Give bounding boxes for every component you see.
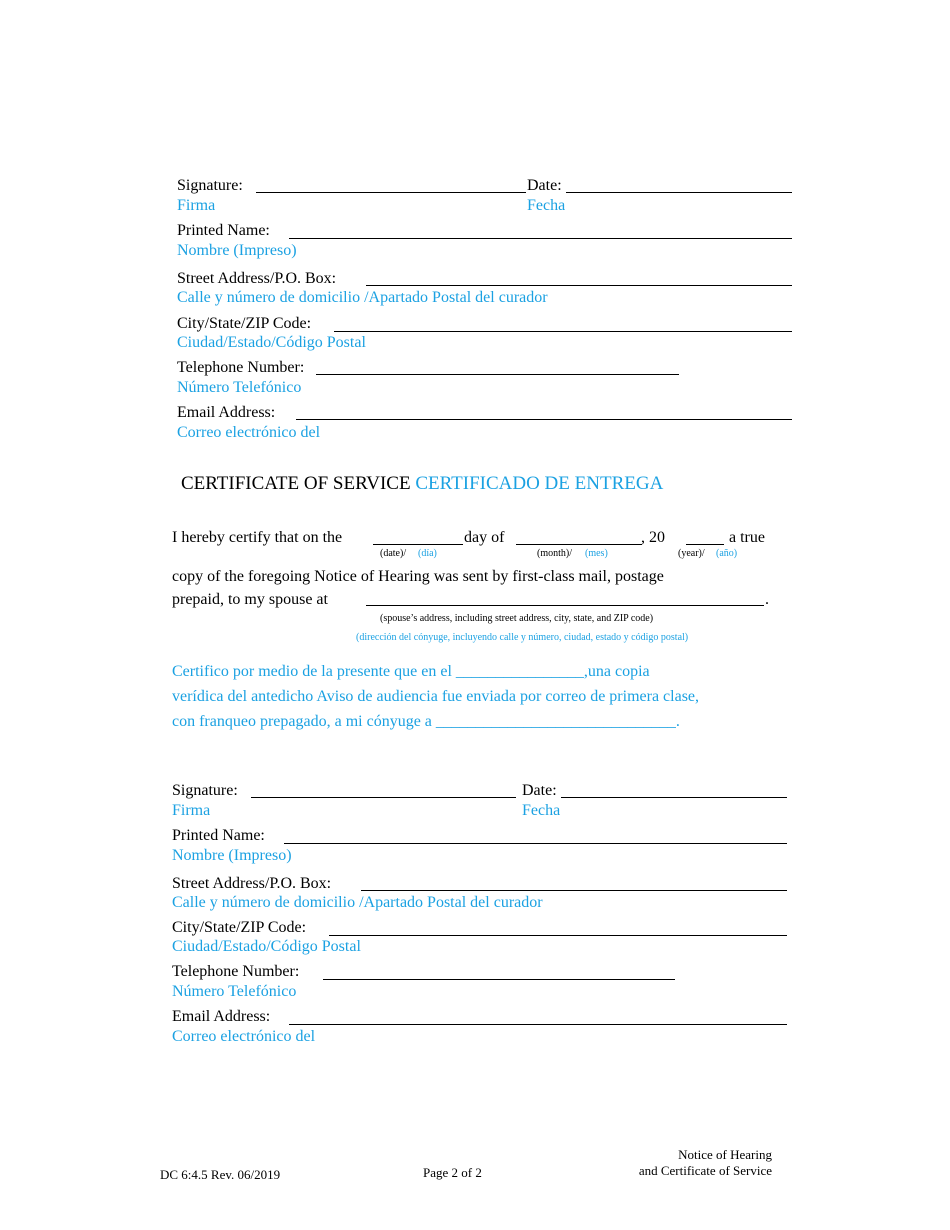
email-line[interactable]: [296, 419, 792, 420]
form-code: DC 6:4.5 Rev. 06/2019: [160, 1167, 281, 1182]
email-es-label: Correo electrónico del: [172, 1028, 316, 1045]
printed-name-label: Printed Name:: [172, 827, 265, 844]
certify-es-line1: Certifico por medio de la presente que en el ________________,una copia: [172, 663, 650, 680]
city-state-zip-es-label: Ciudad/Estado/Código Postal: [177, 334, 366, 351]
street-address-es-label: Calle y número de domicilio /Apartado Postal del curador: [177, 289, 548, 306]
street-address-label: Street Address/P.O. Box:: [177, 270, 337, 287]
street-address-line[interactable]: [366, 285, 792, 286]
date-hint-en: (date)/: [380, 548, 407, 559]
city-state-zip-es-label: Ciudad/Estado/Código Postal: [172, 938, 361, 955]
certify-text-day-of: day of: [464, 529, 505, 546]
telephone-es-label: Número Telefónico: [177, 379, 302, 396]
signature-es-label: Firma: [177, 197, 216, 214]
date-es-label: Fecha: [522, 802, 561, 819]
form-title: [600, 1147, 772, 1179]
day-line[interactable]: [373, 544, 463, 545]
city-state-zip-label: City/State/ZIP Code:: [177, 315, 312, 332]
certificate-title-en: CERTIFICATE OF SERVICE: [181, 473, 411, 494]
signature-label: Signature:: [172, 782, 238, 799]
certify-text-start: I hereby certify that on the: [172, 529, 343, 546]
email-es-label: Correo electrónico del: [177, 424, 321, 441]
certify-es-line3: con franqueo prepagado, a mi cónyuge a ______________________________.: [172, 713, 680, 730]
date-es-label: Fecha: [527, 197, 566, 214]
year-line[interactable]: [686, 544, 724, 545]
signature-line[interactable]: [251, 797, 516, 798]
certify-text-line3: prepaid, to my spouse at: [172, 591, 328, 608]
date-hint-es: (día): [418, 548, 437, 559]
month-line[interactable]: [516, 544, 642, 545]
certify-text-a-true: a true: [729, 529, 765, 546]
spouse-address-line[interactable]: [366, 605, 764, 606]
telephone-label: Telephone Number:: [177, 359, 305, 376]
street-address-es-label: Calle y número de domicilio /Apartado Postal del curador: [172, 894, 543, 911]
form-title-line2: and Certificate of Service: [638, 1163, 772, 1178]
month-hint-es: (mes): [585, 548, 608, 559]
city-state-zip-line[interactable]: [329, 935, 787, 936]
telephone-label: Telephone Number:: [172, 963, 300, 980]
certify-es-line2: verídica del antedicho Aviso de audiencia fue enviada por correo de primera clase,: [172, 688, 700, 705]
email-label: Email Address:: [172, 1008, 271, 1025]
month-hint-en: (month)/: [537, 548, 572, 559]
printed-name-label: Printed Name:: [177, 222, 270, 239]
signature-line[interactable]: [256, 192, 526, 193]
city-state-zip-label: City/State/ZIP Code:: [172, 919, 307, 936]
email-label: Email Address:: [177, 404, 276, 421]
city-state-zip-line[interactable]: [334, 331, 792, 332]
telephone-es-label: Número Telefónico: [172, 983, 297, 1000]
street-address-label: Street Address/P.O. Box:: [172, 875, 332, 892]
date-label: Date:: [527, 177, 562, 194]
telephone-line[interactable]: [316, 374, 679, 375]
certify-text-year-prefix: , 20: [641, 529, 665, 546]
date-line[interactable]: [561, 797, 787, 798]
email-line[interactable]: [289, 1024, 787, 1025]
spouse-address-hint-en: (spouse’s address, including street address, city, state, and ZIP code): [380, 613, 654, 624]
spouse-address-hint-es: (dirección del cónyuge, incluyendo calle y número, ciudad, estado y código postal): [356, 632, 689, 643]
certify-text-period: .: [765, 591, 769, 608]
form-title-line1: Notice of Hearing: [678, 1147, 772, 1162]
date-label: Date:: [522, 782, 557, 799]
signature-es-label: Firma: [172, 802, 211, 819]
page-number: Page 2 of 2: [423, 1165, 482, 1180]
date-line[interactable]: [566, 192, 792, 193]
printed-name-line[interactable]: [289, 238, 792, 239]
certify-text-line2: copy of the foregoing Notice of Hearing was sent by first-class mail, postage: [172, 568, 664, 585]
signature-label: Signature:: [177, 177, 243, 194]
street-address-line[interactable]: [361, 890, 787, 891]
printed-name-es-label: Nombre (Impreso): [177, 242, 297, 259]
year-hint-en: (year)/: [678, 548, 705, 559]
certificate-title-es: CERTIFICADO DE ENTREGA: [415, 473, 664, 494]
telephone-line[interactable]: [323, 979, 675, 980]
printed-name-line[interactable]: [284, 843, 787, 844]
year-hint-es: (año): [716, 548, 738, 559]
certificate-title: [181, 473, 663, 495]
printed-name-es-label: Nombre (Impreso): [172, 847, 292, 864]
